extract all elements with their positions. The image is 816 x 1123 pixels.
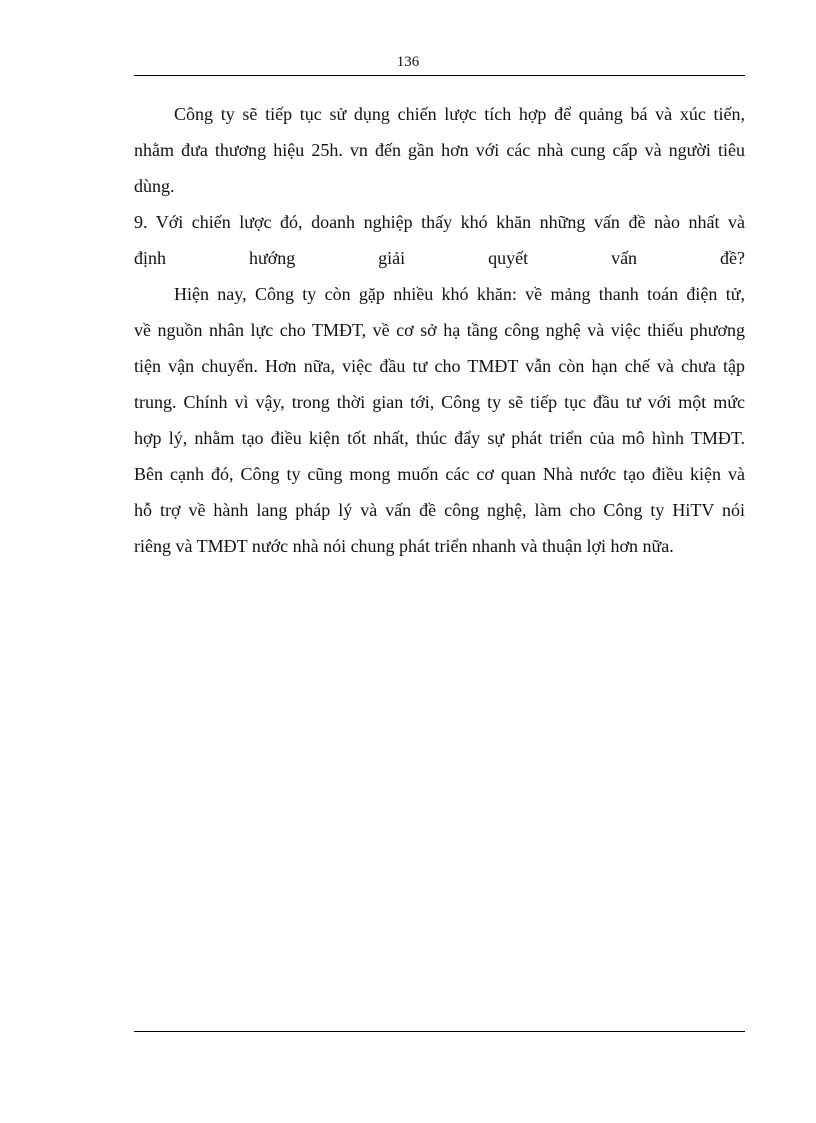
paragraph-difficulties-answer	[134, 276, 745, 564]
text-line: trung. Chính vì vậy, trong thời gian tới, Công ty sẽ tiếp tục đầu tư với một mức	[134, 392, 745, 412]
page-number: 136	[396, 54, 420, 70]
text-line: tiện vận chuyển. Hơn nữa, việc đầu tư cho TMĐT vẫn còn hạn chế và chưa tập	[134, 356, 745, 376]
page-body	[134, 96, 745, 564]
text-line: về nguồn nhân lực cho TMĐT, về cơ sở hạ tầng công nghệ và việc thiếu phương	[134, 320, 745, 340]
footer-rule	[134, 1031, 745, 1032]
text-line: Bên cạnh đó, Công ty cũng mong muốn các cơ quan Nhà nước tạo điều kiện và	[134, 464, 745, 484]
text-line: dùng.	[134, 176, 175, 196]
text-line: 9. Với chiến lược đó, doanh nghiệp thấy khó khăn những vấn đề nào nhất và	[134, 212, 745, 232]
text-line: định hướng giải quyết vấn đề?	[134, 248, 745, 268]
paragraph-promotion-strategy	[134, 96, 745, 204]
text-line: hỗ trợ về hành lang pháp lý và vấn đề công nghệ, làm cho Công ty HiTV nói	[134, 500, 745, 520]
text-line: hợp lý, nhằm tạo điều kiện tốt nhất, thúc đẩy sự phát triển của mô hình TMĐT.	[134, 428, 745, 448]
text-line: nhằm đưa thương hiệu 25h. vn đến gần hơn với các nhà cung cấp và người tiêu	[134, 140, 745, 160]
header-rule	[134, 75, 745, 76]
text-line: Hiện nay, Công ty còn gặp nhiều khó khăn: về mảng thanh toán điện tử,	[174, 284, 745, 304]
text-line: Công ty sẽ tiếp tục sử dụng chiến lược tích hợp để quảng bá và xúc tiến,	[174, 104, 745, 124]
text-line: riêng và TMĐT nước nhà nói chung phát triển nhanh và thuận lợi hơn nữa.	[134, 536, 674, 556]
question-9	[134, 204, 745, 276]
